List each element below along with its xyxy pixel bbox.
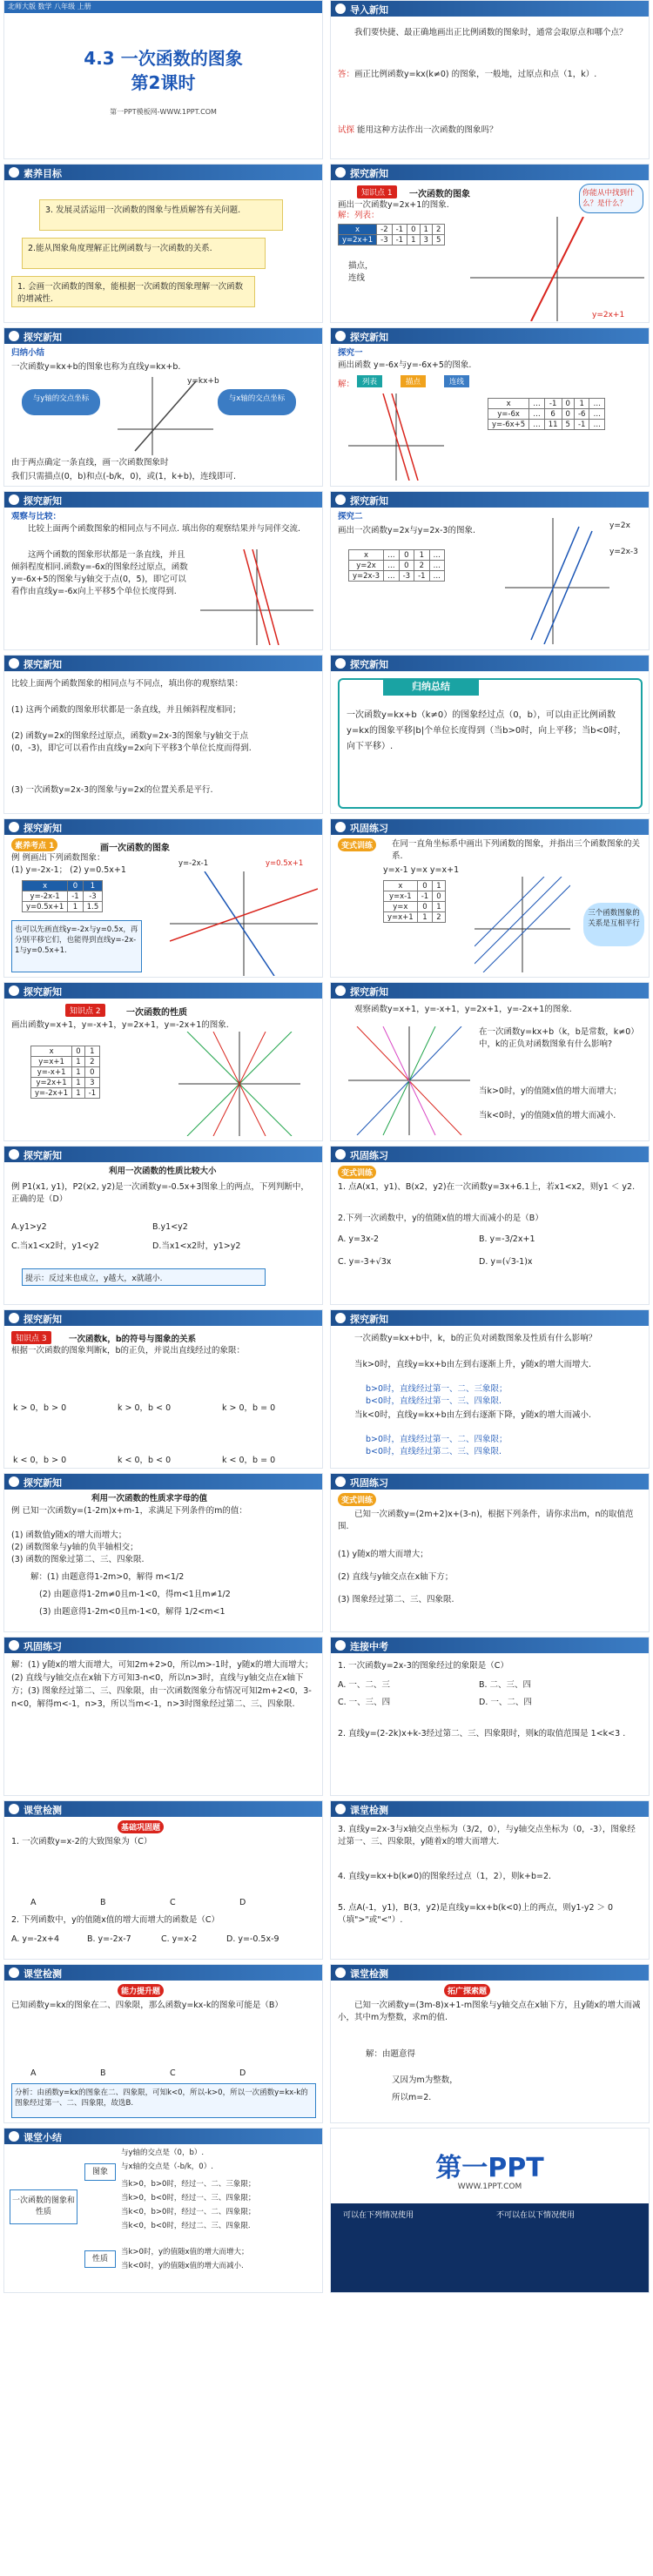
table-row: x … -1 0 1 … [488,399,605,409]
header-icon [9,822,19,832]
option-d: D. y=(√3-1)x [479,1257,533,1267]
option-a: A. y=-2x+4 [11,1934,60,1944]
value-table [383,880,446,923]
analysis-box: 分析：由函数y=kx的图象在二、四象限，可知k<0，所以-k>0，所以一次函数y=kx-k的图象经过第一、二、四象限，故选B. [11,2083,316,2118]
option-a: A. 一、二、三 [338,1680,390,1690]
header-bar [4,819,322,835]
summary-line: 当k>0，b<0时，经过一、三、四象限； [121,2194,256,2203]
compare-slide-1 [3,491,323,650]
solve-label: 解：列表： [338,211,380,220]
option-c: C. y=x-2 [161,1934,198,1944]
header-bar [4,1310,322,1326]
header-bar [4,1965,322,1981]
method-text: 由于两点确定一条直线，画一次函数图象时 [11,458,169,467]
case-label: k < 0，b > 0 [13,1456,67,1465]
equation-list: y=x-1 y=x y=x+1 [383,865,460,875]
table-row: y=-6x+5 … 11 5 -1 … [488,420,605,430]
solve-label: 解： [338,380,355,389]
level-tag: 能力提升题 [118,1984,164,1997]
x-intercept-label: 与x轴的交点坐标 [218,389,296,415]
value-table [488,398,605,430]
line-label: 连线 [348,273,366,283]
header-icon [9,167,19,178]
compare-task: 比较上面两个函数图象的相同点与不同点，填出你的观察结果： [11,679,244,689]
header-bar [4,1474,322,1490]
table-row: x -2 -1 0 1 2 [339,225,445,235]
header-title: 探究新知 [24,495,62,507]
summary-line: 与x轴的交点是（-b/k，0）. [121,2162,213,2171]
practice-slide-3 [330,1473,650,1632]
table-row: y=x+1 1 2 [31,1057,100,1067]
definition-text: 一次函数y=kx+b的图象也称为直线y=kx+b. [11,362,181,372]
graph-label-c: C [170,2068,176,2078]
example-text: 例 例画出下列函数图象： [11,853,105,863]
header-bar [331,165,649,180]
question-text: 在一次函数y=kx+b（k，b是常数，k≠0）中，k的正负对函数图象有什么影响? [479,1027,639,1049]
level-tag: 基础巩固题 [118,1820,164,1833]
explore-two-slide [330,491,650,650]
section-title: 利用一次函数的性质比较大小 [109,1167,217,1176]
answer-bubble: 三个函数图象的关系是互相平行 [583,903,644,946]
header-icon [335,1640,346,1651]
conclusion-2: 当k<0时，y的值随x值的增大而减小. [479,1111,616,1120]
cover-site: 第一PPT模板网-WWW.1PPT.COM [110,108,217,116]
table-row: y=2x+1 -3 -1 1 3 5 [339,235,445,245]
y-intercept-label: 与y轴的交点坐标 [22,389,100,415]
header-title: 巩固练习 [350,1150,388,1161]
level-tag: 拓广探索题 [444,1984,490,1997]
table-row: y=2x+1 1 3 [31,1078,100,1088]
summary-node-graph: 图象 [84,2163,116,2181]
header-bar [4,328,322,344]
header-bar [331,1474,649,1490]
variant-tag: 变式训练 [338,1493,376,1506]
header-icon [335,985,346,996]
value-table [22,880,103,912]
option-b: B.y1<y2 [152,1222,188,1232]
header-title: 探究新知 [24,1314,62,1325]
case-label: k > 0，b > 0 [13,1403,67,1413]
knowledge-badge: 知识点 3 [11,1331,51,1344]
option-b: B. y=-2x-7 [87,1934,131,1944]
condition-2: (2) 直线与y轴交点在x轴下方； [338,1572,454,1582]
lesson-summary-slide [3,2128,323,2293]
section-title: 利用一次函数的性质求字母的值 [91,1494,208,1503]
header-bar [4,656,322,671]
header-title: 探究新知 [350,1314,388,1325]
graph-label-a: A [30,2068,37,2078]
header-bar [331,656,649,671]
goals-slide [3,164,323,323]
summary-title: 归纳总结 [383,678,479,696]
case-label: k < 0，b < 0 [118,1456,172,1465]
header-bar [331,1,649,17]
explore-one-slide [330,327,650,487]
step-plot: 描点 [401,375,426,387]
test-question-1: 1. 一次函数y=x-2的大致图象为（C） [11,1837,152,1846]
task-text: 画出函数y=x+1，y=-x+1，y=2x+1，y=-2x+1的图象. [11,1020,229,1030]
header-icon [9,2131,19,2142]
equation-label: y=2x [609,521,630,530]
test-slide-2 [330,1800,650,1960]
equation-label: y=2x+1 [592,311,625,319]
header-icon [9,1476,19,1487]
example-slide-1 [3,818,323,978]
rule-decrease: 当k<0时，直线y=kx+b由左到右逐渐下降，y随x的增大而减小. [354,1410,591,1420]
rule-line: b<0时，直线经过第一、三、四象限. [366,1396,502,1406]
answer-label: 答： [338,70,355,79]
cover-brand: 北师大版 数学 八年级 上册 [8,3,91,10]
answer-text: 画正比例函数y=kx(k≠0) 的图象，一般地，过原点和点（1，k）. [354,70,597,79]
sub-title: 探究二 [338,512,363,521]
header-title: 连接中考 [350,1641,388,1652]
table-row: y=2x-3 … -3 -1 … [349,571,445,582]
table-row: y=-2x+1 1 -1 [31,1088,100,1099]
header-bar [4,492,322,508]
sub-title: 归纳小结 [11,348,45,358]
header-bar [4,983,322,999]
kb-summary-slide [330,1309,650,1469]
task-text: 根据一次函数的图象判断k，b的正负，并说出直线经过的象限： [11,1346,246,1355]
summary-text: 一次函数y=kx+b（k≠0）的图象经过点（0，b），可以由正比例函数y=kx的图象平移|b|个单位长度得到（当b>0时，向上平移；当b<0时，向下平移）. [347,710,627,751]
example-text: 例 已知一次函数y=(1-2m)x+m-1，求满足下列条件的m的值： [11,1506,247,1516]
summary-slide-2 [330,655,650,814]
exam-question-2: 2. 直线y=(2-2k)x+k-3经过第二、三、四象限时，则k的取值范围是 1<k<3 . [338,1729,626,1739]
header-icon [335,331,346,341]
option-c: C. y=-3+√3x [338,1257,392,1267]
header-bar [331,1801,649,1817]
summary-line: 当k<0，b>0时，经过一、二、四象限； [121,2208,256,2216]
property-slide-1 [3,982,323,1141]
header-icon [335,658,346,669]
note-box: 也可以先画直线y=-2x与y=0.5x，再分别平移它们，也能得到直线y=-2x-1与y=0.5x+1. [11,920,142,972]
header-title: 探究新知 [350,332,388,343]
header-icon [335,822,346,832]
compare-task: 比较上面两个函数图象的相同点与不同点. 填出你的观察结果并与同伴交流. [28,524,301,534]
sub-title: 探究一 [338,348,363,358]
header-icon [335,1313,346,1323]
header-title: 探究新知 [350,659,388,670]
step-connect: 连线 [444,375,469,387]
header-icon [9,1640,19,1651]
value-table [30,1046,100,1099]
header-icon [335,494,346,505]
table-row: y=-2x-1 -1 -3 [23,891,103,902]
condition-2: (2) 函数图象与y轴的负半轴相交； [11,1543,138,1552]
header-title: 课堂检测 [350,1805,388,1816]
header-icon [9,494,19,505]
intro-slide [330,0,650,159]
header-icon [9,1967,19,1978]
try-label: 试探 [338,125,355,135]
option-d: D. 一、二、四 [479,1698,532,1707]
line-plot [505,518,609,644]
summary-slide-1 [3,327,323,487]
graph-label-d: D [239,2068,246,2078]
line-plot [348,393,444,481]
header-title: 导入新知 [350,4,388,16]
brand-slide [330,2128,650,2293]
summary-root: 一次函数的图象和性质 [10,2189,77,2224]
table-row: y=-6x … 6 0 -6 … [488,409,605,420]
test-question: 已知函数y=kx的图象在二、四象限，那么函数y=kx-k的图象可能是（B） [11,2001,283,2010]
section-title: 一次函数的性质 [126,1008,187,1018]
method-points: 我们只需描点(0，b)和点(-b/k，0)，或(1，k+b)，连线即可. [11,472,237,481]
property-slide-2 [330,982,650,1141]
header-title: 课堂检测 [350,1968,388,1980]
answer-text: 解：(1) y随x的增大而增大，可知2m+2>0，所以m>-1时，y随x的增大而增大；(2) 直线与y轴交点在x轴下方可知3-n<0，所以n>3时，直线与y轴交点在x轴下方；(3) 图象经过第二、三、四象限，由一次函数图象分布情况可知2m+2<0，3-n<0，解得m<-1，n>3，所以当m<-1，n>3时图象经过第二、三、四象限. [11,1660,313,1709]
section-title: 一次函数的图象 [409,190,470,199]
goal-3: 3. 发展灵活运用一次函数的图象与性质解答有关问题. [39,199,283,231]
test-question-4: 4. 直线y=kx+b(k≠0)的图象经过点（1，2），则k+b=2. [338,1872,552,1881]
value-table [348,549,445,582]
summary-line: 当k<0时，y的值随x值的增大而减小. [121,2262,244,2270]
hint-box: 提示：反过来也成立，y越大，x就越小. [22,1268,266,1286]
goal-2: 2.能从图象角度理解正比例函数与一次函数的关系. [22,238,266,269]
table-row: y=x+1 1 2 [384,912,446,923]
question-text: 一次函数y=kx+b中，k，b的正负对函数图象及性质有什么影响？ [354,1334,597,1343]
condition-1: (1) 函数值y随x的增大而增大； [11,1530,127,1540]
step-table: 列表 [357,375,382,387]
usage-forbidden: 不可以在以下情况使用 [496,2211,576,2220]
header-icon [335,1804,346,1814]
practice-text: 在同一直角坐标系中画出下列函数的图象，并指出三个函数图象的关系. [392,839,641,861]
header-bar [331,819,649,835]
variant-tag: 变式训练 [338,1166,376,1179]
test-question: 已知一次函数y=(3m-8)x+1-m图象与y轴交点在x轴下方，且y随x的增大而减小，其中m为整数，求m的值. [338,2001,641,2022]
table-row: y=-x+1 1 0 [31,1067,100,1078]
variant-tag: 变式训练 [338,838,376,851]
header-bar [4,1801,322,1817]
test-slide-3 [3,1964,323,2123]
graph-slide-1 [330,164,650,323]
intro-question: 我们要快捷、最正确地画出正比例函数的图象时，通常会取原点和哪个点？ [354,28,628,37]
cover-title: 4.3 一次函数的图象 [84,48,243,69]
plot-label: 描点， [348,261,374,271]
line-plot [118,377,213,455]
practice-question-1: 1. 点A(x1，y1)、B(x2，y2)在一次函数y=3x+6.1上，若x1<x2，则y1 ＜ y2. [338,1182,636,1192]
practice-slide-2 [330,1146,650,1305]
condition-3: (3) 图象经过第二、三、四象限. [338,1595,454,1604]
intro-try [338,124,642,137]
equation-label: y=2x-3 [609,548,638,556]
conclusion-1: 当k>0时，y的值随x值的增大而增大； [479,1086,622,1096]
table-row: y=x-1 -1 0 [384,891,446,902]
header-icon [335,167,346,178]
line-plot [475,877,570,972]
header-bar [4,165,322,180]
exam-tag: 素养考点 1 [11,838,57,851]
equation-label: y=0.5x+1 [266,859,304,868]
line-plot [470,217,644,321]
solution-3: (3) 由题意得1-2m<0且m-1<0，解得 1/2<m<1 [39,1607,226,1617]
table-row: y=x 0 1 [384,902,446,912]
option-a: A.y1>y2 [11,1222,47,1232]
header-icon [335,3,346,14]
header-title: 巩固练习 [350,1477,388,1489]
table-row: x 0 1 [384,881,446,891]
condition-3: (3) 函数的图象过第二、三、四象限. [11,1555,145,1564]
brand-url: WWW.1PPT.COM [457,2183,522,2191]
table-row: x 0 1 [31,1046,100,1057]
exam-link-slide [330,1637,650,1796]
practice-text: 已知一次函数y=(2m+2)x+(3-n)，根据下列条件，请你求出m，n的取值范围. [338,1510,634,1531]
line-plot [200,549,313,645]
header-title: 巩固练习 [350,823,388,834]
goal-1: 1. 会画一次函数的图象，能根据一次函数的图象理解一次函数的增减性. [11,276,255,307]
header-icon [335,1967,346,1978]
header-bar [4,1147,322,1162]
solution-1: 解：(1) 由题意得1-2m>0，解得 m<1/2 [30,1572,185,1582]
equation-label: y=-2x-1 [178,859,209,868]
test-question-2: 2. 下列函数中，y的值随x值的增大而增大的函数是（C） [11,1915,219,1925]
example-items: (1) y=-2x-1； (2) y=0.5x+1 [11,865,126,875]
option-a: A. y=3x-2 [338,1234,380,1244]
compare-point-1: (1) 这两个函数的图象形状都是一条直线，并且倾斜程度相同； [11,705,241,715]
equation-label: y=kx+b [187,377,219,386]
header-bar [331,1638,649,1653]
line-plot [348,1026,470,1135]
summary-line: 当k<0，b<0时，经过二、三、四象限. [121,2222,251,2230]
value-table [338,224,445,245]
header-title: 探究新知 [350,986,388,998]
header-icon [335,1149,346,1160]
exam-question-1: 1. 一次函数y=2x-3的图象经过的象限是（C） [338,1661,508,1671]
header-icon [335,1476,346,1487]
example-text: 例 P1(x1, y1)，P2(x2, y2)是一次函数y=-0.5x+3图象上的两点，下列判断中，正确的是（D） [11,1182,309,1204]
header-title: 探究新知 [350,168,388,179]
task-text: 画出函数 y=-6x与y=-6x+5的图象. [338,360,472,370]
header-title: 探究新知 [350,495,388,507]
header-title: 探究新知 [24,1477,62,1489]
table-row: x … 0 1 … [349,550,445,561]
graph-label-a: A [30,1898,37,1907]
solution-step-2: 又因为m为整数， [392,2075,458,2085]
header-title: 探究新知 [24,823,62,834]
test-question-5: 5. 点A(-1，y1)，B(3，y2)是直线y=kx+b(k<0)上的两点，则y1-y2 ＞ 0（填">"或"<"）. [338,1903,614,1925]
practice-answer-slide [3,1637,323,1796]
header-title: 素养目标 [24,168,62,179]
summary-line: 与y轴的交点是（0，b）. [121,2149,205,2157]
header-icon [9,1804,19,1814]
header-bar [331,328,649,344]
rule-increase: 当k>0时，直线y=kx+b由左到右逐渐上升，y随x的增大而增大. [354,1360,591,1369]
header-icon [9,1313,19,1323]
header-title: 探究新知 [24,659,62,670]
knowledge-badge: 知识点 1 [357,185,397,198]
header-title: 探究新知 [24,332,62,343]
option-b: B. 二、三、四 [479,1680,532,1690]
header-bar [331,1147,649,1162]
header-bar [331,1310,649,1326]
compare-point-2: (2) 函数y=2x的图象经过原点，函数y=2x-3的图象与y轴交于点(0，-3)，即它可以看作由直线y=2x向下平移3个单位长度而得到. [11,731,252,753]
line-plot [178,1032,300,1136]
rule-line: b<0时，直线经过第二、三、四象限. [366,1447,502,1456]
line-plot [170,871,318,976]
test-question-3: 3. 直线y=2x-3与x轴交点坐标为（3/2，0），与y轴交点坐标为（0，-3），图象经过第一、三、四象限，y随着x的增大而增大. [338,1825,636,1846]
kb-sign-slide [3,1309,323,1469]
table-row: y=0.5x+1 1 1.5 [23,902,103,912]
knowledge-badge: 知识点 2 [65,1004,105,1017]
case-label: k < 0，b = 0 [222,1456,276,1465]
case-label: k > 0，b < 0 [118,1403,172,1413]
header-bar [331,1965,649,1981]
option-d: D.当x1<x2时，y1>y2 [152,1241,241,1251]
header-title: 巩固练习 [24,1641,62,1652]
header-bar [4,1638,322,1653]
usage-allowed: 可以在下列情况使用 [343,2211,414,2220]
practice-slide-1 [330,818,650,978]
cover-slide [3,0,323,159]
header-title: 探究新知 [24,1150,62,1161]
rule-line: b>0时，直线经过第一、二、三象限； [366,1384,508,1394]
graph-label-b: B [100,1898,106,1907]
header-icon [9,985,19,996]
practice-question-2: 2.下列一次函数中，y的值随x值的增大而减小的是（B） [338,1214,543,1223]
intro-answer [338,69,642,81]
compare-point-3: (3) 一次函数y=2x-3的图象与y=2x的位置关系是平行. [11,785,213,795]
letter-value-slide [3,1473,323,1632]
summary-node-property: 性质 [84,2250,116,2268]
section-title: 画一次函数的图象 [100,844,170,853]
header-title: 探究新知 [24,986,62,998]
option-c: C.当x1<x2时，y1<y2 [11,1241,99,1251]
solution-step-3: 所以m=2. [392,2093,432,2102]
option-c: C. 一、三、四 [338,1698,391,1707]
header-title: 课堂检测 [24,1968,62,1980]
condition-1: (1) y随x的增大而增大； [338,1550,428,1559]
header-title: 课堂小结 [24,2132,62,2143]
test-slide-4 [330,1964,650,2123]
graph-label-b: B [100,2068,106,2078]
compare-slide-2 [3,655,323,814]
rule-line: b>0时，直线经过第一、二、四象限； [366,1435,508,1444]
compare-answer: 这两个函数的图象形状都是一条直线，并且倾斜程度相同.函数y=-6x的图象经过原点，函数y=-6x+5的图象与y轴交于点(0，5)，即它可以看作由直线y=-6x向上平移5个单位长度得到. [11,550,188,596]
option-b: B. y=-3/2x+1 [479,1234,535,1244]
header-bar [331,492,649,508]
brand-logo: 第一PPT [435,2153,544,2183]
summary-line: 当k>0时，y的值随x值的增大而增大； [121,2248,249,2257]
graph-label-c: C [170,1898,176,1907]
graph-label-d: D [239,1898,246,1907]
cover-subtitle: 第2课时 [131,72,196,93]
compare-size-slide [3,1146,323,1305]
solution-step-1: 解：由题意得 [366,2049,416,2059]
example-text: 画出一次函数y=2x+1的图象. [338,200,449,210]
table-row: x 0 1 [23,881,103,891]
solution-2: (2) 由题意得1-2m≠0且m-1<0，得m<1且m≠1/2 [39,1590,231,1599]
sub-title: 观察与比较： [11,512,62,521]
test-slide-1 [3,1800,323,1960]
header-icon [9,1149,19,1160]
header-icon [9,331,19,341]
summary-line: 当k>0，b>0时，经过一、二、三象限； [121,2180,256,2189]
section-title: 一次函数k，b的符号与图象的关系 [69,1335,197,1344]
case-label: k > 0，b = 0 [222,1403,276,1413]
option-d: D. y=-0.5x-9 [226,1934,279,1944]
header-title: 课堂检测 [24,1805,62,1816]
thought-bubble: 你能从中找到什么？是什么？ [579,184,643,213]
task-text: 画出一次函数y=2x与y=2x-3的图象. [338,526,475,535]
observe-text: 观察函数y=x+1，y=-x+1，y=2x+1，y=-2x+1的图象. [354,1005,572,1014]
header-bar [4,2129,322,2144]
header-icon [9,658,19,669]
table-row: y=2x … 0 2 … [349,561,445,571]
try-text: 能用这种方法作出一次函数的图象吗？ [357,125,498,135]
header-bar [331,983,649,999]
